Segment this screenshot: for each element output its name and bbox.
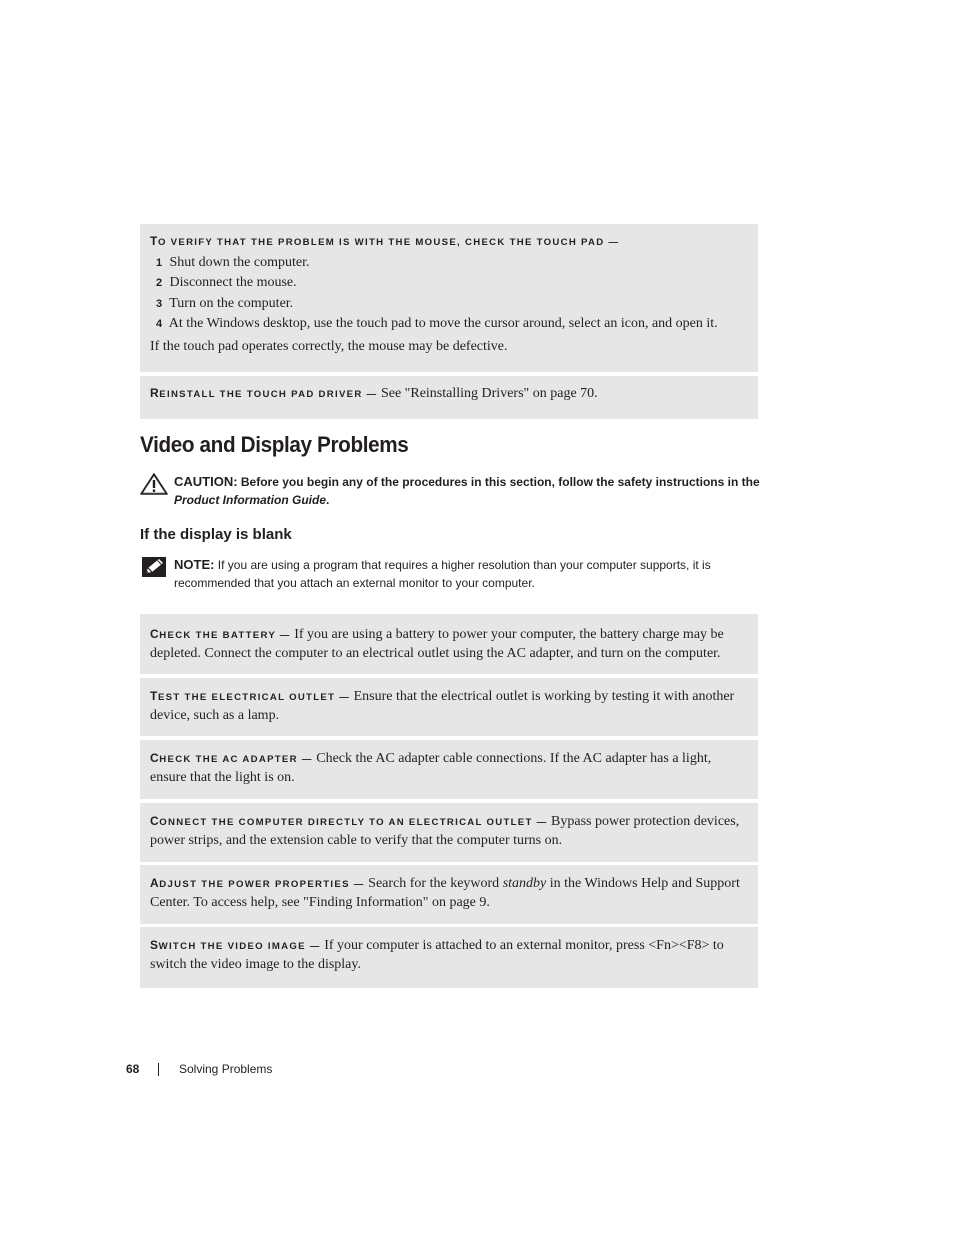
page-number: 68: [126, 1062, 140, 1076]
tip-text: Check the AC adapter cable connections. If the AC adapter has a light, ensure that the light is on.: [150, 751, 712, 785]
chapter-title: Solving Problems: [179, 1062, 273, 1076]
caution-guide-title: Product Information Guide: [174, 492, 326, 507]
note-label: NOTE:: [174, 557, 215, 572]
tip-check-ac-adapter: [140, 740, 758, 799]
section-title: Video and Display Problems: [140, 432, 409, 457]
tip-heading: ADJUST THE POWER PROPERTIES —: [150, 876, 365, 890]
tip-text: Ensure that the electrical outlet is working by testing it with another device, such as a lamp.: [150, 689, 735, 723]
caution-label: CAUTION:: [174, 474, 238, 489]
subsection-title: If the display is blank: [140, 526, 292, 543]
caution-notice: [140, 473, 760, 509]
note-pencil-icon: [142, 557, 166, 583]
step-number: 2: [156, 277, 163, 289]
tip-heading: CHECK THE AC ADAPTER —: [150, 751, 313, 765]
step-text: At the Windows desktop, use the touch pad to move the cursor around, select an icon, and open it.: [168, 316, 718, 331]
tip-connect-directly: [140, 803, 758, 862]
step-text: Disconnect the mouse.: [169, 275, 297, 290]
page-footer: [126, 1062, 273, 1076]
tip-switch-video: [140, 927, 758, 988]
footer-divider: [158, 1063, 159, 1076]
verify-mouse-box: [140, 224, 758, 372]
step-text: Shut down the computer.: [169, 254, 310, 270]
note-notice: [140, 556, 760, 592]
tip-text: If your computer is attached to an external monitor, press <Fn><F8> to switch the video image to the display.: [150, 938, 724, 972]
reinstall-driver-box: [140, 376, 758, 419]
tip-keyword: standby: [502, 876, 547, 891]
caution-end: .: [326, 492, 330, 507]
step-2: [150, 273, 748, 294]
note-text: If you are using a program that requires a higher resolution than your computer supports, it is recommended that you attach an external monitor to your computer.: [174, 558, 711, 590]
verify-mouse-heading: TO VERIFY THAT THE PROBLEM IS WITH THE MOUSE, CHECK THE TOUCH PAD —: [150, 234, 620, 248]
tip-heading: CHECK THE BATTERY —: [150, 627, 291, 641]
step-3: [150, 294, 748, 315]
tip-text-after: in the Windows Help and Support Center. To access help, see "Finding Information" on page 9.: [150, 876, 740, 910]
step-1: [150, 253, 748, 274]
tip-text: Bypass power protection devices, power strips, and the extension cable to verify that the computer turns on.: [150, 814, 740, 848]
step-number: 3: [156, 297, 163, 310]
step-number: 1: [156, 256, 163, 269]
tip-text-before: Search for the keyword: [368, 876, 500, 891]
tip-heading: CONNECT THE COMPUTER DIRECTLY TO AN ELECTRICAL OUTLET —: [150, 814, 548, 828]
tip-adjust-power: [140, 865, 758, 924]
step-number: 4: [156, 318, 163, 330]
reinstall-text: See "Reinstalling Drivers" on page 70.: [380, 386, 598, 401]
step-4: [150, 314, 748, 335]
verify-mouse-conclusion: If the touch pad operates correctly, the mouse may be defective.: [150, 338, 508, 354]
step-text: Turn on the computer.: [169, 295, 294, 311]
tip-heading: TEST THE ELECTRICAL OUTLET —: [150, 689, 351, 703]
caution-text: Before you begin any of the procedures in this section, follow the safety instructions in the: [240, 475, 760, 489]
tip-text: If you are using a battery to power your computer, the battery charge may be depleted. Connect the computer to an electrical outlet using the AC adapter, and turn on the computer.: [150, 627, 724, 661]
tip-check-battery: [140, 614, 758, 674]
tip-heading: SWITCH THE VIDEO IMAGE —: [150, 938, 321, 952]
reinstall-heading: REINSTALL THE TOUCH PAD DRIVER —: [150, 386, 378, 400]
tip-test-outlet: [140, 678, 758, 736]
caution-icon: [140, 473, 168, 501]
